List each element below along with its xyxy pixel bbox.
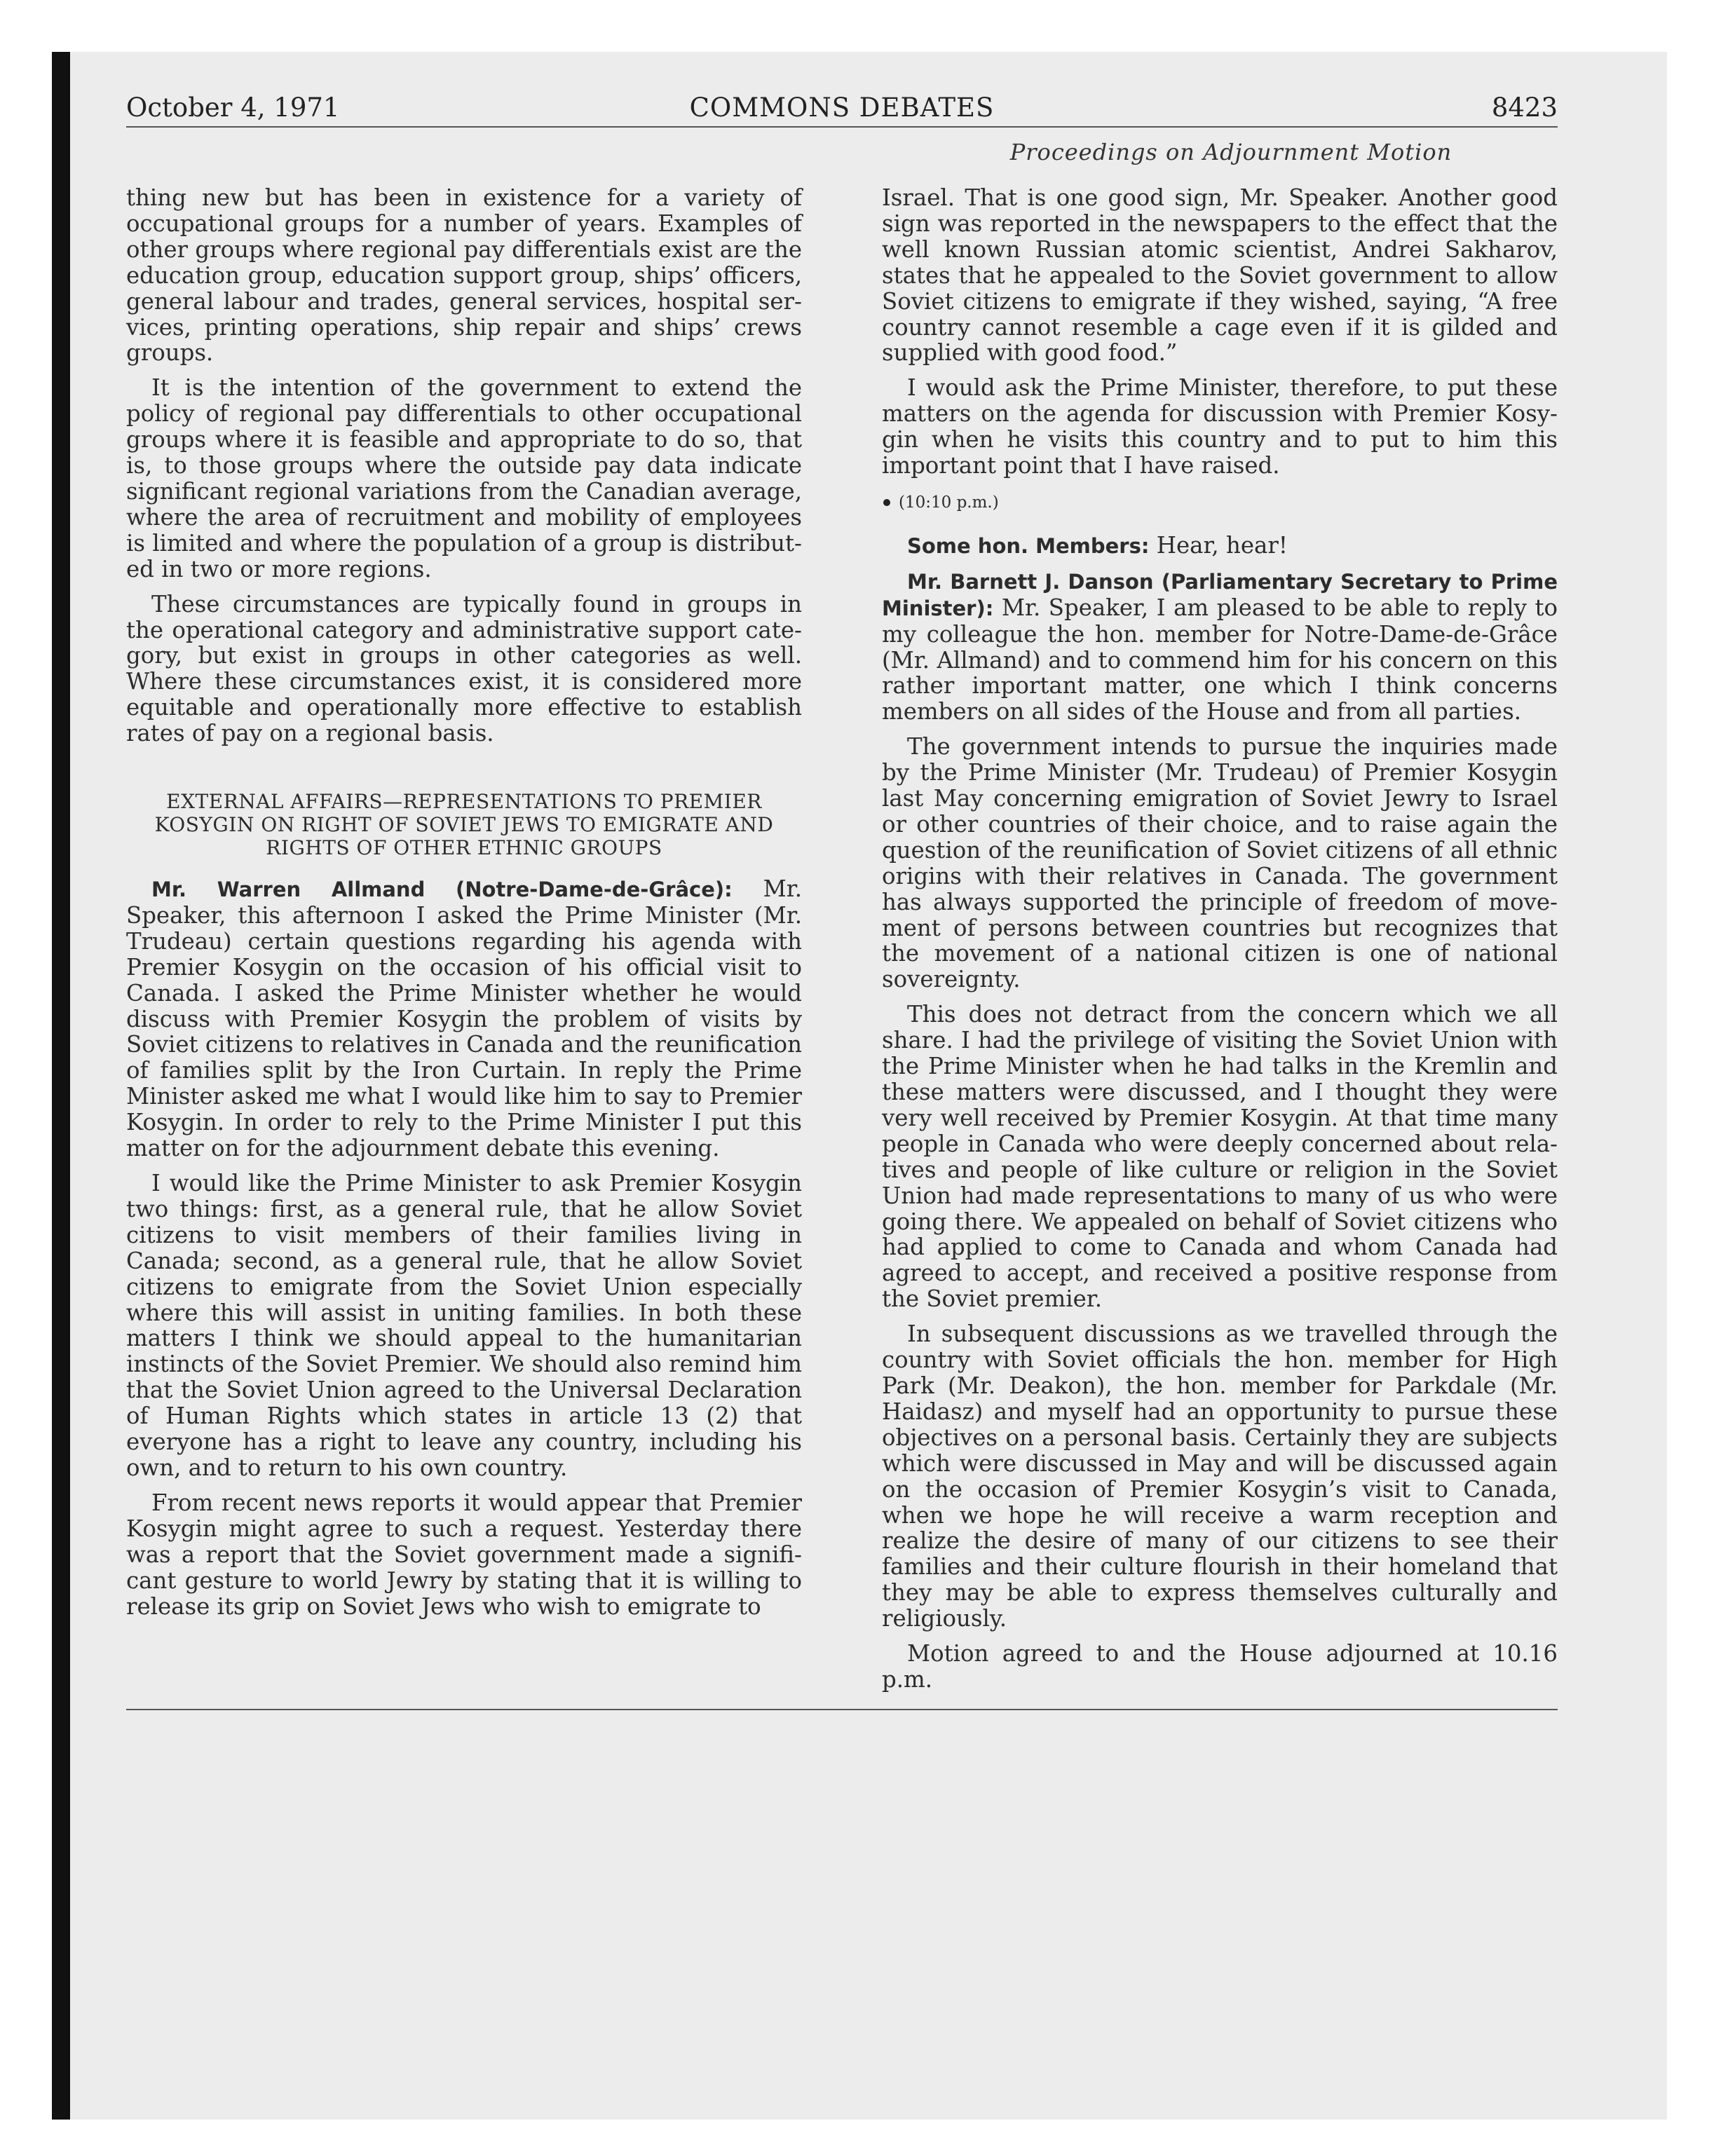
timestamp bbox=[882, 490, 1558, 516]
speaker-name: Mr. Warren Allmand (Notre-Dame-de-Grâce): bbox=[151, 878, 733, 902]
paragraph: These circumstances are typically found in groups in the operational category and administrative support category, but exist in groups in other categories as well. Where these circumstances exist, it is considered more equitable and operationally more effective to establish rates of pay on a regional basis. bbox=[126, 590, 802, 747]
speech-text: Hear, hear! bbox=[1149, 531, 1288, 559]
speech-text: Mr. Speaker, I am pleased to be able to reply to my colleague the hon. member for Notre-Dame-de-Grâce (Mr. Allmand) and to commend him for his concern on this rather important matter, one which I think concerns members on all sides of the House and from all parties. bbox=[882, 594, 1558, 725]
paragraph: Motion agreed to and the House adjourned at 10.16 p.m. bbox=[882, 1640, 1558, 1693]
header-rule bbox=[126, 126, 1558, 128]
speaker-name: Some hon. Members: bbox=[907, 533, 1150, 558]
left-column bbox=[126, 185, 802, 1628]
timestamp-text: (10:10 p.m.) bbox=[899, 493, 999, 512]
page-number: 8423 bbox=[1491, 93, 1558, 123]
scan-edge-shadow bbox=[52, 52, 70, 2120]
paragraph: From recent news reports it would appear that Premier Kosygin might agree to such a request. Yesterday there was a report that the Soviet government made a significant gesture to world Jewry by stating that it is willing to release its grip on Soviet Jews who wish to emigrate to bbox=[126, 1489, 802, 1620]
right-column bbox=[882, 185, 1558, 1702]
paragraph: thing new but has been in existence for a variety of occupational groups for a number of years. Examples of other groups where regional pay differentials exist are the education group, education support group, ships’ officers, general labour and trades, general services, hospital services, printing operations, ship repair and ships’ crews groups. bbox=[126, 184, 802, 367]
section-caption: Proceedings on Adjournment Motion bbox=[1009, 139, 1452, 165]
page-header bbox=[126, 93, 1558, 128]
paragraph: Israel. That is one good sign, Mr. Speaker. Another good sign was reported in the newspapers to the effect that the well known Russian atomic scientist, Andrei Sakharov, states that he appealed to the Soviet government to allow Soviet citizens to emigrate if they wished, saying, “A free country cannot resemble a cage even if it is gilded and supplied with good food.” bbox=[882, 184, 1558, 367]
speech-paragraph bbox=[126, 876, 802, 1161]
speaker-name: Mr. Barnett J. Danson (Parliamentary Secretary to Prime Minister): bbox=[882, 569, 1558, 620]
paragraph: The government intends to pursue the inquiries made by the Prime Minister (Mr. Trudeau) of Premier Kosygin last May concerning emigration of Soviet Jewry to Israel or other countries of their choice, and to raise again the question of the reunification of Soviet citizens of all ethnic origins with their relatives in Canada. The government has always supported the principle of freedom of movement of persons between countries but recognizes that the movement of a national citizen is one of national sovereignty. bbox=[882, 733, 1558, 993]
paragraph: I would like the Prime Minister to ask Premier Kosygin two things: first, as a general rule, that he allow Soviet citizens to visit members of their families living in Canada; second, as a general rule, that he allow Soviet citizens to emigrate from the Soviet Union especially where this will assist in uniting families. In both these matters I think we should appeal to the humanitarian instincts of the Soviet Premier. We should also remind him that the Soviet Union agreed to the Universal Declaration of Human Rights which states in article 13 (2) that everyone has a right to leave any country, including his own, and to return to his own country. bbox=[126, 1170, 802, 1481]
speech-paragraph bbox=[882, 533, 1558, 559]
paragraph: In subsequent discussions as we travelled through the country with Soviet officials the hon. member for High Park (Mr. Deakon), the hon. member for Parkdale (Mr. Haidasz) and myself had an opportunity to pursue these objectives on a personal basis. Certainly they are subjects which were discussed in May and will be discussed again on the occasion of Premier Kosygin’s visit to Canada, when we hope he will receive a warm reception and realize the desire of many of our citizens to see their families and their culture flourish in their homeland that they may be able to express themselves culturally and religiously. bbox=[882, 1321, 1558, 1632]
speech-paragraph bbox=[882, 568, 1558, 725]
header-title: COMMONS DEBATES bbox=[689, 93, 995, 123]
header-date: October 4, 1971 bbox=[126, 93, 340, 123]
section-heading: EXTERNAL AFFAIRS—REPRESENTATIONS TO PREMIER KOSYGIN ON RIGHT OF SOVIET JEWS TO EMIGRATE AND RIGHTS OF OTHER ETHNIC GROUPS bbox=[154, 790, 774, 860]
paragraph: I would ask the Prime Minister, therefore, to put these matters on the agenda for discussion with Premier Kosygin when he visits this country and to put to him this important point that I have raised. bbox=[882, 374, 1558, 479]
paragraph: This does not detract from the concern which we all share. I had the privilege of visiting the Soviet Union with the Prime Minister when he had talks in the Kremlin and these matters were discussed, and I thought they were very well received by Premier Kosygin. At that time many people in Canada who were deeply concerned about relatives and people of like culture or religion in the Soviet Union had made representations to many of us who were going there. We appealed on behalf of Soviet citizens who had applied to come to Canada and whom Canada had agreed to accept, and received a positive response from the Soviet premier. bbox=[882, 1001, 1558, 1313]
bullet-icon bbox=[883, 499, 890, 506]
speech-text: Mr. Speaker, this afternoon I asked the Prime Minister (Mr. Trudeau) certain questions regarding his agenda with Premier Kosygin on the occasion of his official visit to Canada. I asked the Prime Minister whether he would discuss with Premier Kosygin the problem of visits by Soviet citizens to relatives in Canada and the reunification of families split by the Iron Curtain. In reply the Prime Minister asked me what I would like him to say to Premier Kosygin. In order to rely to the Prime Minister I put this matter on for the adjournment debate this evening. bbox=[126, 875, 802, 1162]
end-rule bbox=[126, 1709, 1558, 1710]
paragraph: It is the intention of the government to extend the policy of regional pay differentials to other occupational groups where it is feasible and appropriate to do so, that is, to those groups where the outside pay data indicate significant regional variations from the Canadian average, where the area of recruitment and mobility of employees is limited and where the population of a group is distributed in two or more regions. bbox=[126, 374, 802, 582]
